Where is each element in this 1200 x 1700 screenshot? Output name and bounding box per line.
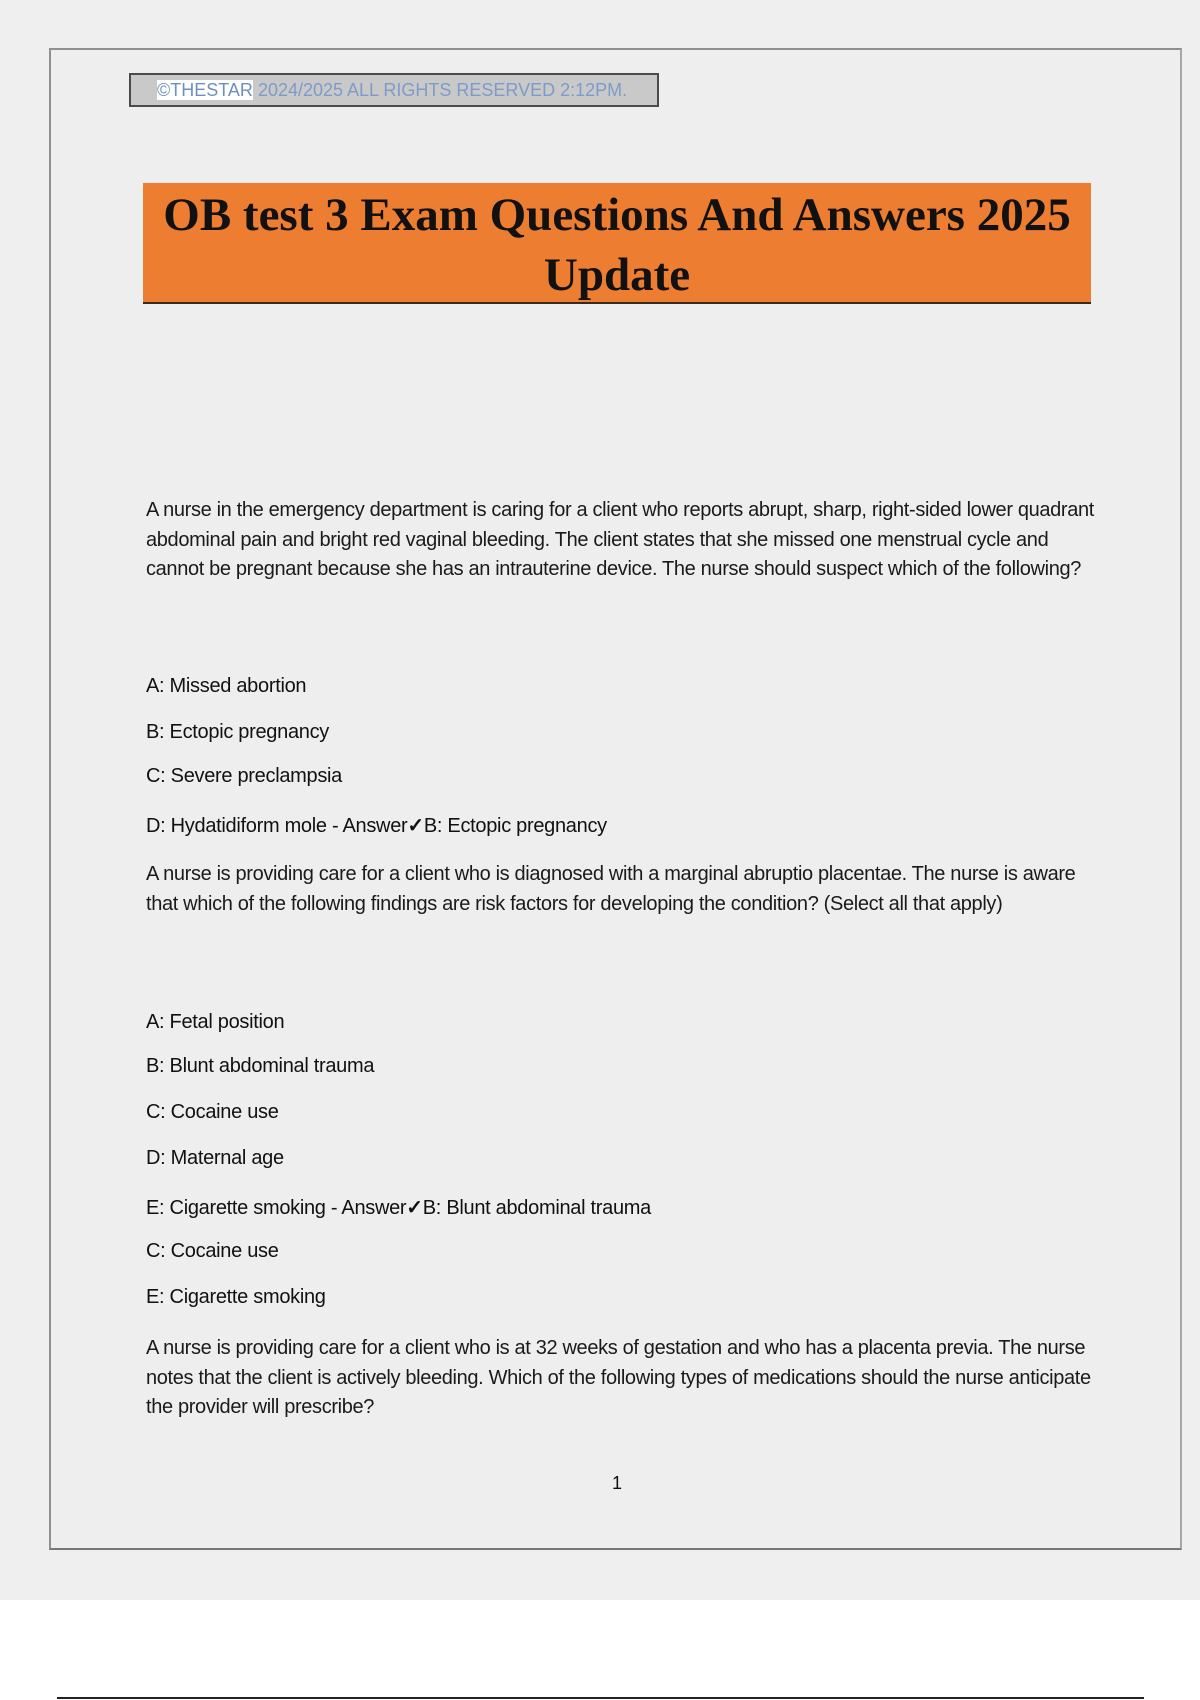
question-stem: A nurse in the emergency department is caring for a client who reports abrupt, sharp, right-sided lower quadrant abdominal pain and bright red vaginal bleeding. The client states that she missed one menstrual cycle and cannot be pregnant because she has an intrauterine device. The nurse should suspect which of the following? (146, 499, 1094, 580)
option: C: Cocaine use (146, 1101, 279, 1123)
question-3-stem-block (146, 1334, 1096, 1423)
option: A: Missed abortion (146, 675, 307, 697)
option: E: Cigarette smoking - Answer (146, 1197, 407, 1219)
checkmark-icon: ✓ (407, 815, 424, 837)
title-banner (143, 183, 1091, 304)
correct-answer: C: Cocaine use (146, 1240, 279, 1262)
footer-divider (57, 1697, 1144, 1699)
option: B: Ectopic pregnancy (146, 721, 329, 743)
option: D: Hydatidiform mole - Answer (146, 815, 408, 837)
copyright-banner (129, 73, 659, 107)
option: D: Maternal age (146, 1147, 284, 1169)
page-number: 1 (612, 1473, 623, 1493)
question-stem: A nurse is providing care for a client who is diagnosed with a marginal abruptio placentae. The nurse is aware that which of the following findings are risk factors for developing the condition? (Select all that apply) (146, 863, 1076, 915)
question-stem: A nurse is providing care for a client who is at 32 weeks of gestation and who has a placenta previa. The nurse notes that the client is actively bleeding. Which of the following types of medications should the nurse anticipate the provider will prescribe? (146, 1337, 1091, 1418)
answer-line (146, 813, 607, 838)
option: A: Fetal position (146, 1011, 285, 1033)
document-title: OB test 3 Exam Questions And Answers 2025 Update (163, 189, 1071, 301)
copyright-text: 2024/2025 ALL RIGHTS RESERVED 2:12PM. (252, 80, 628, 100)
question-1-stem-block (146, 496, 1096, 585)
question-2-stem-block (146, 860, 1096, 919)
answer-line (146, 1195, 651, 1220)
checkmark-icon: ✓ (406, 1197, 423, 1219)
copyright-owner: ©THESTAR (157, 80, 253, 100)
option: C: Severe preclampsia (146, 765, 343, 787)
option: B: Blunt abdominal trauma (146, 1055, 375, 1077)
correct-answer: E: Cigarette smoking (146, 1286, 326, 1308)
correct-answer: B: Ectopic pregnancy (423, 815, 607, 837)
correct-answer: B: Blunt abdominal trauma (422, 1197, 651, 1219)
